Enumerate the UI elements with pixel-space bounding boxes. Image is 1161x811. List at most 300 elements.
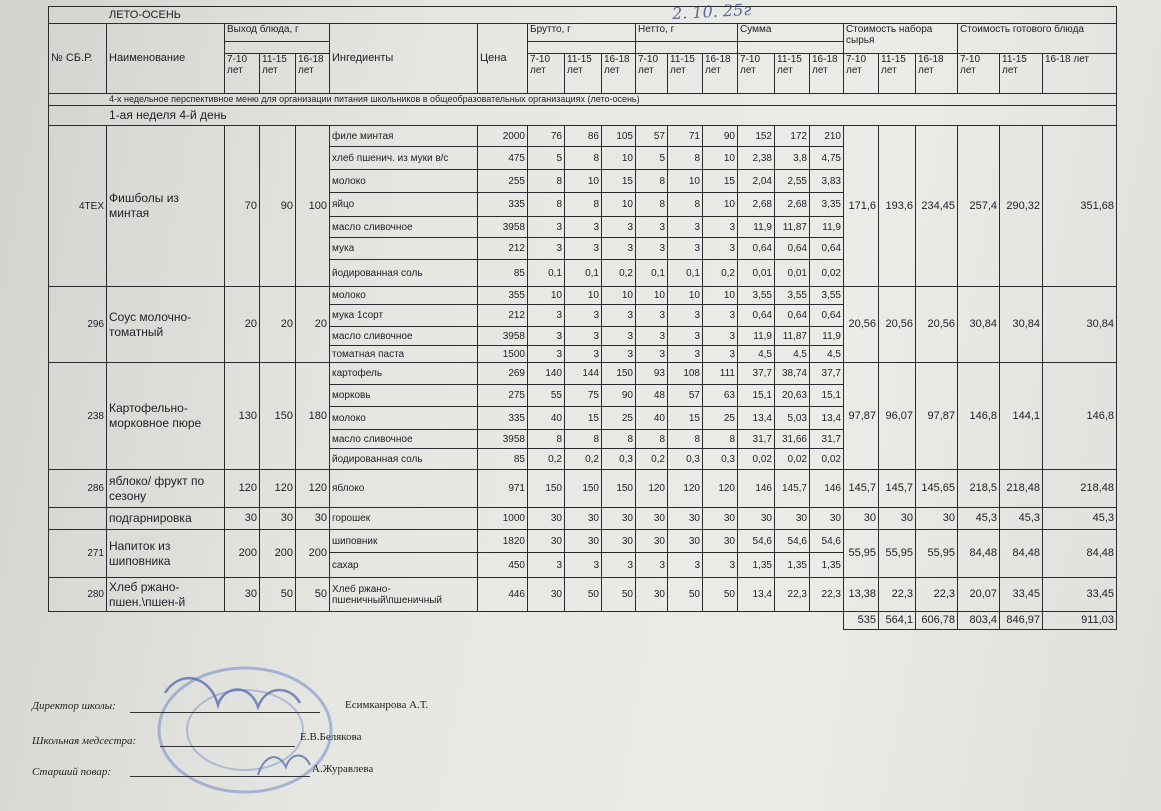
- ingredient-value: 11,9: [738, 327, 775, 346]
- signature-nurse-role: Школьная медсестра:: [32, 735, 137, 747]
- handwritten-date: 2. 10. 25г: [671, 0, 752, 24]
- ingredient-name: яблоко: [330, 470, 478, 508]
- dish-cost: 146,8: [958, 363, 1000, 470]
- ingredient-value: 3: [528, 217, 565, 238]
- dish-yield: 180: [296, 363, 330, 470]
- dish-cost: 146,8: [1043, 363, 1117, 470]
- age-header: 7-10 лет: [844, 54, 879, 94]
- ingredient-value: 1,35: [775, 553, 810, 578]
- ingredient-value: 3: [703, 305, 738, 327]
- ingredient-price: 446: [478, 578, 528, 612]
- ingredient-value: 3: [528, 238, 565, 260]
- ingredient-value: 145,7: [775, 470, 810, 508]
- header-ingredients: Ингедиенты: [330, 24, 478, 94]
- dish-cost: 144,1: [1000, 363, 1043, 470]
- totals-spacer: [49, 612, 844, 630]
- ingredient-price: 212: [478, 238, 528, 260]
- ingredient-value: 3: [703, 346, 738, 363]
- ingredient-name: филе минтая: [330, 126, 478, 147]
- ingredient-row: [49, 126, 1117, 147]
- total-value: 535: [844, 612, 879, 630]
- ingredient-value: 11,87: [775, 327, 810, 346]
- ingredient-value: 8: [528, 430, 565, 449]
- age-header: 11-15 лет: [260, 54, 296, 94]
- dish-name: Фишболы из минтая: [107, 126, 225, 287]
- ingredient-price: 1500: [478, 346, 528, 363]
- ingredient-value: 5: [528, 147, 565, 170]
- dish-yield: 30: [296, 508, 330, 530]
- ingredient-value: 3: [703, 238, 738, 260]
- ingredient-name: йодированная соль: [330, 449, 478, 470]
- header-cost-ready: Стоимость готового блюда: [958, 24, 1117, 54]
- dish-yield: 200: [296, 530, 330, 578]
- dish-yield: 30: [260, 508, 296, 530]
- signature-director-role: Директор школы:: [32, 700, 116, 712]
- ingredient-value: 31,66: [775, 430, 810, 449]
- ingredient-name: картофель: [330, 363, 478, 385]
- ingredient-value: 144: [565, 363, 602, 385]
- ingredient-value: 8: [636, 430, 668, 449]
- ingredient-value: 3: [602, 217, 636, 238]
- ingredient-value: 146: [738, 470, 775, 508]
- dish-yield: 120: [296, 470, 330, 508]
- ingredient-value: 3: [565, 327, 602, 346]
- ingredient-value: 54,6: [738, 530, 775, 553]
- signature-nurse-name: Е.В.Белякова: [300, 731, 362, 743]
- ingredient-value: 30: [565, 530, 602, 553]
- dish-yield: 90: [260, 126, 296, 287]
- dish-cost: 97,87: [916, 363, 958, 470]
- dish-yield: 120: [260, 470, 296, 508]
- ingredient-value: 3: [602, 305, 636, 327]
- ingredient-name: молоко: [330, 407, 478, 430]
- ingredient-value: 8: [565, 147, 602, 170]
- dish-cost: 30: [916, 508, 958, 530]
- ingredient-value: 37,7: [738, 363, 775, 385]
- total-value: 911,03: [1043, 612, 1117, 630]
- ingredient-name: молоко: [330, 170, 478, 193]
- header-yield: Выход блюда, г: [225, 24, 330, 42]
- age-header: 16-18 лет: [810, 54, 844, 94]
- ingredient-value: 108: [668, 363, 703, 385]
- ingredient-value: 2,04: [738, 170, 775, 193]
- ingredient-value: 15: [565, 407, 602, 430]
- ingredient-value: 3: [636, 217, 668, 238]
- ingredient-value: 0,02: [775, 449, 810, 470]
- ingredient-value: 0,1: [528, 260, 565, 287]
- ingredient-value: 20,63: [775, 385, 810, 407]
- header-brutto: Брутто, г: [528, 24, 636, 42]
- ingredient-price: 335: [478, 407, 528, 430]
- ingredient-value: 3: [636, 327, 668, 346]
- ingredient-value: 13,4: [810, 407, 844, 430]
- ingredient-value: 50: [668, 578, 703, 612]
- ingredient-value: 10: [565, 287, 602, 305]
- ingredient-value: 30: [668, 508, 703, 530]
- ingredient-value: 120: [703, 470, 738, 508]
- ingredient-value: 75: [565, 385, 602, 407]
- dish-code: 296: [49, 287, 107, 363]
- ingredient-value: 30: [528, 578, 565, 612]
- ingredient-value: 10: [636, 287, 668, 305]
- ingredient-value: 25: [602, 407, 636, 430]
- signature-line: [130, 776, 310, 777]
- ingredient-price: 2000: [478, 126, 528, 147]
- ingredient-value: 22,3: [810, 578, 844, 612]
- ingredient-value: 3: [602, 327, 636, 346]
- ingredient-value: 54,6: [775, 530, 810, 553]
- ingredient-value: 3: [703, 553, 738, 578]
- ingredient-value: 10: [703, 147, 738, 170]
- ingredient-value: 0,01: [738, 260, 775, 287]
- age-header: 16-18 лет: [1043, 54, 1117, 94]
- total-value: 564,1: [879, 612, 916, 630]
- ingredient-value: 3: [703, 217, 738, 238]
- ingredient-value: 50: [703, 578, 738, 612]
- totals-row: [49, 612, 1117, 630]
- ingredient-value: 146: [810, 470, 844, 508]
- ingredient-value: 0,64: [810, 238, 844, 260]
- ingredient-value: 13,4: [738, 407, 775, 430]
- ingredient-value: 3,35: [810, 193, 844, 217]
- ingredient-price: 212: [478, 305, 528, 327]
- ingredient-value: 11,9: [810, 327, 844, 346]
- sheet-title: ЛЕТО-ОСЕНЬ: [49, 7, 1117, 24]
- ingredient-value: 55: [528, 385, 565, 407]
- ingredient-value: 3: [565, 305, 602, 327]
- ingredient-price: 475: [478, 147, 528, 170]
- ingredient-value: 2,38: [738, 147, 775, 170]
- ingredient-value: 25: [703, 407, 738, 430]
- ingredient-row: [49, 530, 1117, 553]
- ingredient-value: 0,2: [565, 449, 602, 470]
- dish-yield: 30: [225, 578, 260, 612]
- age-header: 16-18 лет: [602, 54, 636, 94]
- ingredient-value: 0,3: [668, 449, 703, 470]
- dish-code: 286: [49, 470, 107, 508]
- ingredient-row: [49, 470, 1117, 508]
- age-header: 7-10 лет: [528, 54, 565, 94]
- age-header: 7-10 лет: [225, 54, 260, 94]
- ingredient-value: 3: [668, 238, 703, 260]
- ingredient-value: 150: [602, 470, 636, 508]
- ingredient-price: 3958: [478, 327, 528, 346]
- ingredient-value: 4,5: [775, 346, 810, 363]
- dish-cost: 55,95: [879, 530, 916, 578]
- ingredient-value: 3: [565, 346, 602, 363]
- ingredient-value: 111: [703, 363, 738, 385]
- signature-line: [160, 746, 295, 747]
- age-header: 11-15 лет: [565, 54, 602, 94]
- ingredient-value: 3: [565, 238, 602, 260]
- ingredient-value: 3: [668, 553, 703, 578]
- dish-cost: 33,45: [1000, 578, 1043, 612]
- ingredient-value: 8: [703, 430, 738, 449]
- ingredient-value: 30: [810, 508, 844, 530]
- ingredient-value: 0,64: [810, 305, 844, 327]
- dish-cost: 257,4: [958, 126, 1000, 287]
- dish-code: 271: [49, 530, 107, 578]
- ingredient-value: 8: [528, 193, 565, 217]
- ingredient-value: 0,64: [775, 238, 810, 260]
- ingredient-value: 1,35: [738, 553, 775, 578]
- dish-cost: 193,6: [879, 126, 916, 287]
- ingredient-value: 50: [602, 578, 636, 612]
- dish-name: Картофельно-морковное пюре: [107, 363, 225, 470]
- dish-yield: 130: [225, 363, 260, 470]
- ingredient-value: 0,2: [602, 260, 636, 287]
- dish-cost: 234,45: [916, 126, 958, 287]
- dish-name: Напиток из шиповника: [107, 530, 225, 578]
- ingredient-name: мука: [330, 238, 478, 260]
- ingredient-value: 15,1: [738, 385, 775, 407]
- ingredient-price: 450: [478, 553, 528, 578]
- ingredient-value: 0,3: [703, 449, 738, 470]
- ingredient-row: [49, 508, 1117, 530]
- school-stamp: [140, 655, 350, 805]
- week-day: 1-ая неделя 4-й день: [49, 106, 1117, 126]
- dish-cost: 45,3: [1043, 508, 1117, 530]
- ingredient-value: 150: [528, 470, 565, 508]
- ingredient-value: 0,64: [738, 238, 775, 260]
- age-header: 16-18 лет: [296, 54, 330, 94]
- ingredient-value: 3: [668, 327, 703, 346]
- dish-code: 280: [49, 578, 107, 612]
- dish-cost: 30,84: [1000, 287, 1043, 363]
- ingredient-value: 0,1: [636, 260, 668, 287]
- ingredient-value: 0,64: [738, 305, 775, 327]
- ingredient-value: 2,55: [775, 170, 810, 193]
- ingredient-value: 11,87: [775, 217, 810, 238]
- ingredient-value: 71: [668, 126, 703, 147]
- ingredient-value: 30: [528, 508, 565, 530]
- ingredient-price: 3958: [478, 430, 528, 449]
- ingredient-value: 3: [668, 346, 703, 363]
- total-value: 606,78: [916, 612, 958, 630]
- dish-cost: 22,3: [879, 578, 916, 612]
- dish-yield: 20: [296, 287, 330, 363]
- ingredient-price: 255: [478, 170, 528, 193]
- ingredient-value: 37,7: [810, 363, 844, 385]
- ingredient-value: 0,2: [636, 449, 668, 470]
- ingredient-value: 2,68: [775, 193, 810, 217]
- ingredient-name: морковь: [330, 385, 478, 407]
- ingredient-value: 15,1: [810, 385, 844, 407]
- ingredient-value: 10: [565, 170, 602, 193]
- dish-cost: 84,48: [1043, 530, 1117, 578]
- signature-cook-name: А.Журавлева: [312, 763, 374, 775]
- dish-yield: 200: [225, 530, 260, 578]
- ingredient-value: 8: [565, 430, 602, 449]
- age-header: 11-15 лет: [668, 54, 703, 94]
- ingredient-value: 3: [565, 553, 602, 578]
- ingredient-value: 4,5: [810, 346, 844, 363]
- ingredient-value: 172: [775, 126, 810, 147]
- ingredient-value: 0,02: [810, 449, 844, 470]
- dish-cost: 218,5: [958, 470, 1000, 508]
- ingredient-value: 150: [565, 470, 602, 508]
- ingredient-value: 8: [528, 170, 565, 193]
- dish-cost: 30: [879, 508, 916, 530]
- ingredient-name: шиповник: [330, 530, 478, 553]
- dish-cost: 218,48: [1043, 470, 1117, 508]
- ingredient-price: 335: [478, 193, 528, 217]
- ingredient-value: 3: [602, 346, 636, 363]
- ingredient-value: 3: [565, 217, 602, 238]
- dish-cost: 351,68: [1043, 126, 1117, 287]
- ingredient-value: 30: [602, 508, 636, 530]
- ingredient-value: 8: [668, 147, 703, 170]
- dish-cost: 290,32: [1000, 126, 1043, 287]
- dish-cost: 145,65: [916, 470, 958, 508]
- ingredient-value: 10: [668, 170, 703, 193]
- ingredient-value: 11,9: [738, 217, 775, 238]
- dish-cost: 45,3: [958, 508, 1000, 530]
- dish-cost: 96,07: [879, 363, 916, 470]
- ingredient-value: 40: [636, 407, 668, 430]
- dish-cost: 145,7: [844, 470, 879, 508]
- dish-code: 4ТЕХ: [49, 126, 107, 287]
- dish-cost: 84,48: [958, 530, 1000, 578]
- dish-yield: 20: [260, 287, 296, 363]
- dish-yield: 200: [260, 530, 296, 578]
- dish-cost: 171,6: [844, 126, 879, 287]
- ingredient-value: 3,55: [775, 287, 810, 305]
- ingredient-value: 5,03: [775, 407, 810, 430]
- ingredient-name: хлеб пшенич. из муки в/с: [330, 147, 478, 170]
- ingredient-value: 57: [636, 126, 668, 147]
- ingredient-value: 76: [528, 126, 565, 147]
- ingredient-name: Хлеб ржано-пшеничный\пшеничный: [330, 578, 478, 612]
- ingredient-value: 152: [738, 126, 775, 147]
- ingredient-name: масло сливочное: [330, 327, 478, 346]
- ingredient-value: 93: [636, 363, 668, 385]
- age-header: 11-15 лет: [879, 54, 916, 94]
- ingredient-value: 8: [636, 170, 668, 193]
- dish-cost: 13,38: [844, 578, 879, 612]
- ingredient-value: 8: [636, 193, 668, 217]
- dish-cost: 30,84: [958, 287, 1000, 363]
- dish-name: Соус молочно-томатный: [107, 287, 225, 363]
- dish-name: подгарнировка: [107, 508, 225, 530]
- age-header: 7-10 лет: [738, 54, 775, 94]
- ingredient-value: 50: [565, 578, 602, 612]
- header-sum: Сумма: [738, 24, 844, 42]
- ingredient-value: 30: [602, 530, 636, 553]
- ingredient-value: 30: [636, 530, 668, 553]
- ingredient-value: 4,75: [810, 147, 844, 170]
- age-header: 7-10 лет: [958, 54, 1000, 94]
- ingredient-price: 85: [478, 449, 528, 470]
- dish-yield: 30: [225, 508, 260, 530]
- age-header: 11-15 лет: [775, 54, 810, 94]
- ingredient-value: 38,74: [775, 363, 810, 385]
- ingredient-name: сахар: [330, 553, 478, 578]
- dish-cost: 55,95: [916, 530, 958, 578]
- ingredient-value: 8: [602, 430, 636, 449]
- ingredient-value: 3: [528, 346, 565, 363]
- ingredient-value: 30: [703, 530, 738, 553]
- ingredient-value: 10: [602, 287, 636, 305]
- ingredient-value: 3,55: [738, 287, 775, 305]
- ingredient-value: 2,68: [738, 193, 775, 217]
- ingredient-value: 105: [602, 126, 636, 147]
- ingredient-value: 10: [703, 193, 738, 217]
- ingredient-name: горошек: [330, 508, 478, 530]
- dish-cost: 218,48: [1000, 470, 1043, 508]
- ingredient-value: 0,1: [565, 260, 602, 287]
- ingredient-value: 10: [668, 287, 703, 305]
- ingredient-value: 3: [636, 238, 668, 260]
- ingredient-value: 31,7: [738, 430, 775, 449]
- ingredient-name: томатная паста: [330, 346, 478, 363]
- ingredient-value: 0,01: [775, 260, 810, 287]
- ingredient-value: 3: [528, 553, 565, 578]
- ingredient-value: 3: [528, 305, 565, 327]
- ingredient-value: 3: [636, 305, 668, 327]
- dish-cost: 20,56: [844, 287, 879, 363]
- dish-cost: 33,45: [1043, 578, 1117, 612]
- ingredient-value: 30: [668, 530, 703, 553]
- ingredient-value: 8: [668, 193, 703, 217]
- ingredient-value: 3: [703, 327, 738, 346]
- ingredient-name: молоко: [330, 287, 478, 305]
- ingredient-value: 10: [602, 193, 636, 217]
- ingredient-value: 3: [636, 553, 668, 578]
- ingredient-value: 86: [565, 126, 602, 147]
- dish-yield: 20: [225, 287, 260, 363]
- ingredient-value: 0,1: [668, 260, 703, 287]
- ingredient-row: [49, 363, 1117, 385]
- ingredient-value: 63: [703, 385, 738, 407]
- total-value: 803,4: [958, 612, 1000, 630]
- header-netto: Нетто, г: [636, 24, 738, 42]
- ingredient-value: 0,2: [703, 260, 738, 287]
- ingredient-value: 0,02: [810, 260, 844, 287]
- ingredient-value: 15: [668, 407, 703, 430]
- ingredient-value: 15: [703, 170, 738, 193]
- signature-cook-role: Старший повар:: [32, 766, 111, 778]
- dish-yield: 50: [260, 578, 296, 612]
- ingredient-name: йодированная соль: [330, 260, 478, 287]
- header-name: Наименование: [107, 24, 225, 94]
- dish-cost: 84,48: [1000, 530, 1043, 578]
- ingredient-value: 15: [602, 170, 636, 193]
- dish-name: яблоко/ фрукт по сезону: [107, 470, 225, 508]
- dish-yield: 150: [260, 363, 296, 470]
- ingredient-value: 30: [703, 508, 738, 530]
- ingredient-value: 3: [668, 305, 703, 327]
- dish-cost: 20,56: [879, 287, 916, 363]
- ingredient-row: [49, 578, 1117, 612]
- ingredient-value: 3,55: [810, 287, 844, 305]
- ingredient-value: 30: [738, 508, 775, 530]
- ingredient-value: 48: [636, 385, 668, 407]
- ingredient-value: 3: [602, 238, 636, 260]
- ingredient-value: 0,2: [528, 449, 565, 470]
- dish-code: 238: [49, 363, 107, 470]
- ingredient-value: 90: [703, 126, 738, 147]
- dish-yield: 50: [296, 578, 330, 612]
- ingredient-name: мука 1сорт: [330, 305, 478, 327]
- signature-director-name: Есимканрова А.Т.: [345, 699, 429, 711]
- dish-cost: 55,95: [844, 530, 879, 578]
- ingredient-value: 0,02: [738, 449, 775, 470]
- dish-name: Хлеб ржано-пшен.\пшен-й: [107, 578, 225, 612]
- ingredient-value: 30: [636, 508, 668, 530]
- ingredient-price: 1820: [478, 530, 528, 553]
- ingredient-value: 90: [602, 385, 636, 407]
